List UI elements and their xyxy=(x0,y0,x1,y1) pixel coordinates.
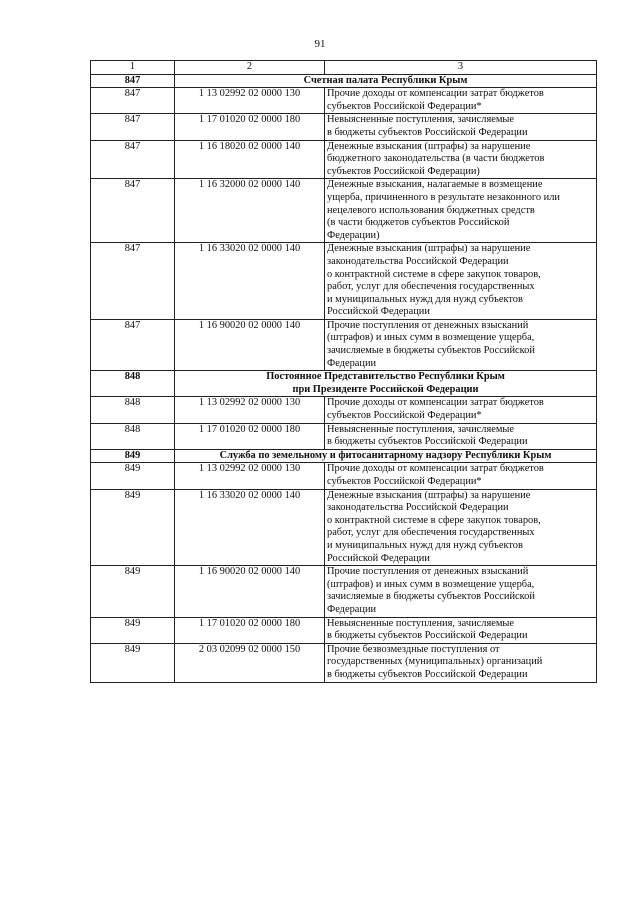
description-cell: Прочие доходы от компенсации затрат бюджетов субъектов Российской Федерации* xyxy=(325,88,597,114)
table-row xyxy=(91,114,597,140)
admin-code-cell: 848 xyxy=(91,397,175,423)
page-number: 91 xyxy=(314,38,326,50)
section-id: 849 xyxy=(91,449,175,463)
description-cell: Прочие поступления от денежных взысканий (штрафов) и иных сумм в возмещение ущерба, зачисляемые в бюджеты субъектов Российской Федерации xyxy=(325,566,597,617)
table-row xyxy=(91,140,597,179)
table-row xyxy=(91,397,597,423)
admin-code-cell: 847 xyxy=(91,88,175,114)
description-cell: Невыясненные поступления, зачисляемые в бюджеты субъектов Российской Федерации xyxy=(325,114,597,140)
section-header-row xyxy=(91,449,597,463)
table-row xyxy=(91,179,597,243)
table-row xyxy=(91,423,597,449)
table-row xyxy=(91,463,597,489)
revenue-code-cell: 2 03 02099 02 0000 150 xyxy=(175,643,325,682)
description-cell: Денежные взыскания (штрафы) за нарушение законодательства Российской Федерации о контрактной системе в сфере закупок товаров, работ, услуг для обеспечения государственных и муниципальных нужд для нужд субъектов Российской Федерации xyxy=(325,243,597,320)
admin-code-cell: 849 xyxy=(91,489,175,566)
admin-code-cell: 849 xyxy=(91,617,175,643)
section-title: Служба по земельному и фитосанитарному надзору Республики Крым xyxy=(175,449,597,463)
description-cell: Невыясненные поступления, зачисляемые в бюджеты субъектов Российской Федерации xyxy=(325,423,597,449)
revenue-code-cell: 1 16 33020 02 0000 140 xyxy=(175,489,325,566)
column-header-1: 1 xyxy=(91,61,175,75)
section-header-row xyxy=(91,371,597,397)
description-cell: Денежные взыскания, налагаемые в возмещение ущерба, причиненного в результате незаконного или нецелевого использования бюджетных средств (в части бюджетов субъектов Российской Федерации) xyxy=(325,179,597,243)
table-row xyxy=(91,617,597,643)
table-row xyxy=(91,566,597,617)
revenue-code-cell: 1 16 18020 02 0000 140 xyxy=(175,140,325,179)
revenue-code-cell: 1 13 02992 02 0000 130 xyxy=(175,397,325,423)
revenue-code-cell: 1 13 02992 02 0000 130 xyxy=(175,463,325,489)
admin-code-cell: 848 xyxy=(91,423,175,449)
revenue-code-cell: 1 16 90020 02 0000 140 xyxy=(175,566,325,617)
description-cell: Денежные взыскания (штрафы) за нарушение бюджетного законодательства (в части бюджетов субъектов Российской Федерации) xyxy=(325,140,597,179)
description-cell: Прочие безвозмездные поступления от государственных (муниципальных) организаций в бюджеты субъектов Российской Федерации xyxy=(325,643,597,682)
admin-code-cell: 847 xyxy=(91,114,175,140)
revenue-code-cell: 1 16 32000 02 0000 140 xyxy=(175,179,325,243)
description-cell: Прочие доходы от компенсации затрат бюджетов субъектов Российской Федерации* xyxy=(325,397,597,423)
section-title: Счетная палата Республики Крым xyxy=(175,74,597,88)
table-row xyxy=(91,243,597,320)
admin-code-cell: 849 xyxy=(91,566,175,617)
column-header-2: 2 xyxy=(175,61,325,75)
admin-code-cell: 847 xyxy=(91,179,175,243)
table-row xyxy=(91,319,597,370)
table-row xyxy=(91,643,597,682)
revenue-code-cell: 1 17 01020 02 0000 180 xyxy=(175,617,325,643)
revenue-code-cell: 1 16 33020 02 0000 140 xyxy=(175,243,325,320)
admin-code-cell: 849 xyxy=(91,463,175,489)
admin-code-cell: 847 xyxy=(91,243,175,320)
revenue-codes-table xyxy=(90,60,597,683)
section-header-row xyxy=(91,74,597,88)
revenue-code-cell: 1 13 02992 02 0000 130 xyxy=(175,88,325,114)
table-row xyxy=(91,88,597,114)
section-id: 847 xyxy=(91,74,175,88)
revenue-code-cell: 1 17 01020 02 0000 180 xyxy=(175,114,325,140)
revenue-code-cell: 1 17 01020 02 0000 180 xyxy=(175,423,325,449)
revenue-code-cell: 1 16 90020 02 0000 140 xyxy=(175,319,325,370)
section-id: 848 xyxy=(91,371,175,397)
description-cell: Денежные взыскания (штрафы) за нарушение законодательства Российской Федерации о контрактной системе в сфере закупок товаров, работ, услуг для обеспечения государственных и муниципальных нужд для нужд субъектов Российской Федерации xyxy=(325,489,597,566)
description-cell: Прочие доходы от компенсации затрат бюджетов субъектов Российской Федерации* xyxy=(325,463,597,489)
column-header-3: 3 xyxy=(325,61,597,75)
description-cell: Прочие поступления от денежных взысканий (штрафов) и иных сумм в возмещение ущерба, зачисляемые в бюджеты субъектов Российской Федерации xyxy=(325,319,597,370)
table-header-row xyxy=(91,61,597,75)
admin-code-cell: 847 xyxy=(91,319,175,370)
section-title: Постоянное Представительство Республики Крым при Президенте Российской Федерации xyxy=(175,371,597,397)
description-cell: Невыясненные поступления, зачисляемые в бюджеты субъектов Российской Федерации xyxy=(325,617,597,643)
admin-code-cell: 847 xyxy=(91,140,175,179)
admin-code-cell: 849 xyxy=(91,643,175,682)
table-row xyxy=(91,489,597,566)
